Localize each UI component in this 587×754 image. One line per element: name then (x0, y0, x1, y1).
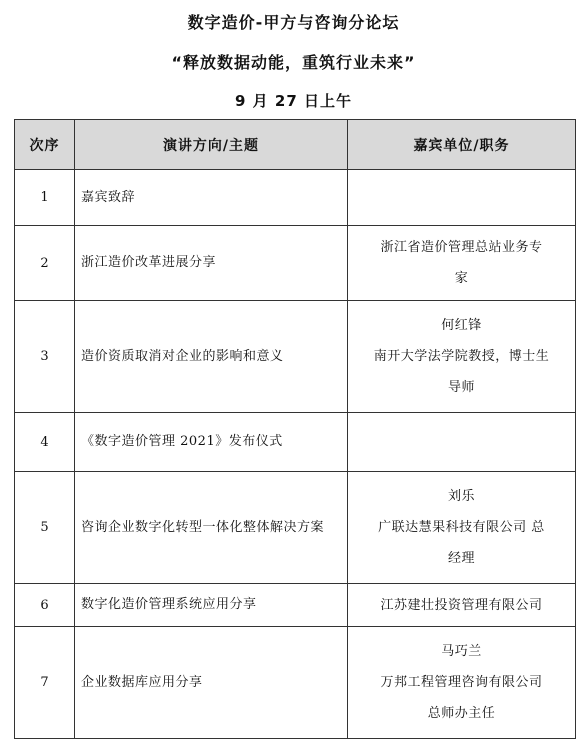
row-topic: 咨询企业数字化转型一体化整体解决方案 (75, 472, 348, 584)
guest-line: 家 (454, 271, 469, 286)
row-topic: 企业数据库应用分享 (75, 627, 348, 739)
table-row (15, 170, 576, 226)
guest-line: 浙江省造价管理总站业务专 (380, 240, 543, 255)
row-guest (348, 584, 576, 627)
table-row (15, 226, 576, 301)
row-topic: 《数字造价管理 2021》发布仪式 (75, 413, 348, 472)
row-guest (348, 301, 576, 413)
guest-line: 马巧兰 (441, 644, 482, 659)
row-topic: 浙江造价改革进展分享 (75, 226, 348, 301)
row-order: 2 (15, 226, 75, 301)
table-row (15, 413, 576, 472)
guest-line: 何红锋 (441, 318, 482, 333)
row-guest (348, 170, 576, 226)
row-guest (348, 413, 576, 472)
guest-line: 刘乐 (447, 489, 475, 504)
table-row (15, 584, 576, 627)
agenda-table (14, 119, 576, 739)
row-order: 3 (15, 301, 75, 413)
row-topic: 造价资质取消对企业的影响和意义 (75, 301, 348, 413)
guest-line: 万邦工程管理咨询有限公司 (380, 675, 543, 690)
guest-line: 南开大学法学院教授，博士生 (373, 349, 550, 364)
guest-line: 广联达慧果科技有限公司 总 (378, 520, 545, 535)
row-guest (348, 472, 576, 584)
guest-line: 江苏建壮投资管理有限公司 (380, 597, 543, 613)
forum-theme: “释放数据动能，重筑行业未来” (171, 53, 416, 72)
column-header-order: 次序 (15, 120, 75, 170)
table-row (15, 627, 576, 739)
row-guest (348, 627, 576, 739)
column-header-topic: 演讲方向/主题 (75, 120, 348, 170)
row-topic: 嘉宾致辞 (75, 170, 348, 226)
column-header-guest: 嘉宾单位/职务 (348, 120, 576, 170)
forum-title: 数字造价-甲方与咨询分论坛 (187, 13, 400, 32)
guest-line: 导师 (447, 380, 475, 395)
table-row (15, 472, 576, 584)
session-date: 9 月 27 日上午 (235, 92, 352, 110)
row-guest (348, 226, 576, 301)
row-order: 7 (15, 627, 75, 739)
table-row (15, 301, 576, 413)
table-header-row (15, 120, 576, 170)
row-topic: 数字化造价管理系统应用分享 (75, 584, 348, 627)
row-order: 1 (15, 170, 75, 226)
guest-line: 经理 (447, 551, 475, 566)
guest-line: 总师办主任 (427, 706, 496, 721)
row-order: 6 (15, 584, 75, 627)
row-order: 4 (15, 413, 75, 472)
row-order: 5 (15, 472, 75, 584)
